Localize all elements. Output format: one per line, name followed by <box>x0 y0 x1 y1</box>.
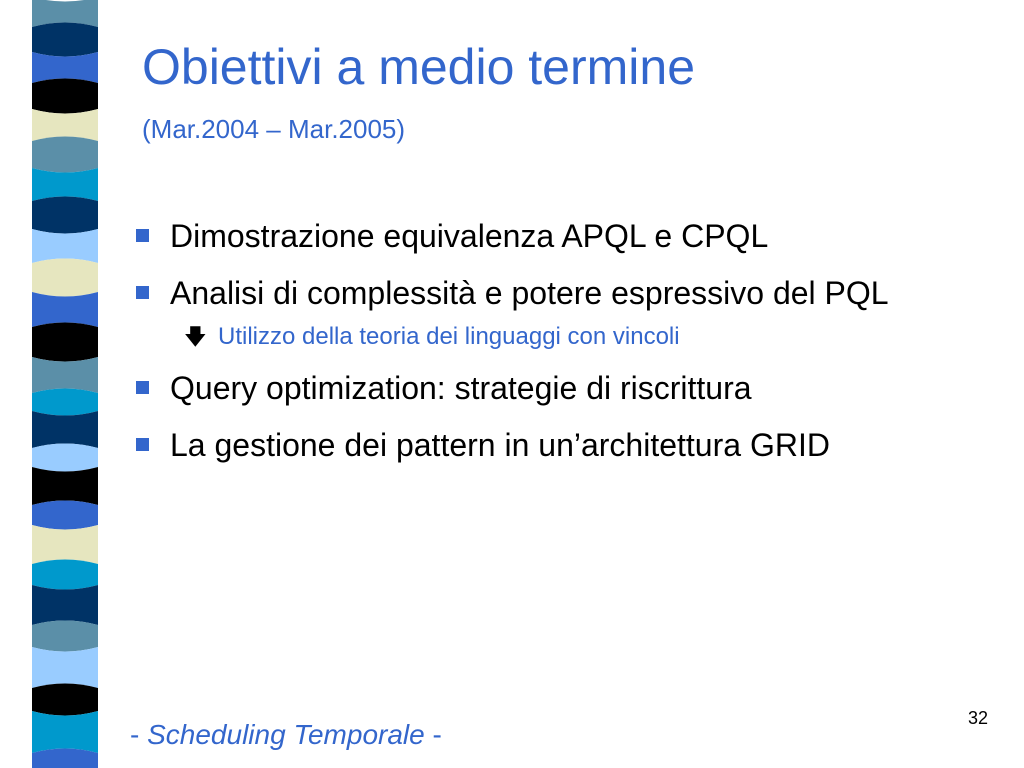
page-number: 32 <box>967 708 988 728</box>
footer-title: Scheduling Temporale <box>147 719 425 750</box>
square-bullet-icon <box>136 381 149 394</box>
bullet-item <box>132 424 992 466</box>
stripe-band <box>32 621 98 652</box>
square-bullet-icon <box>136 229 149 242</box>
stripe-band <box>32 560 98 590</box>
stripe-pattern <box>32 0 98 768</box>
stripe-band <box>32 137 98 173</box>
stripe-band <box>32 259 98 297</box>
slide-title: Obiettivi a medio termine <box>142 39 696 95</box>
stripe-band <box>32 292 98 327</box>
stripe-band <box>32 444 98 472</box>
bullet-item <box>132 215 992 257</box>
stripe-band <box>32 229 98 263</box>
footer-dash-left: - <box>130 719 148 750</box>
stripe-band <box>32 52 98 83</box>
sub-bullet-item <box>132 321 992 353</box>
stripe-band <box>32 501 98 530</box>
stripe-band <box>32 23 98 57</box>
bullet-text: Analisi di complessità e potere espressivo del PQL <box>170 275 889 311</box>
sub-bullet-text: Utilizzo della teoria dei linguaggi con vincoli <box>218 323 680 350</box>
footer <box>130 719 442 751</box>
stripe-band <box>32 357 98 393</box>
bullet-item <box>132 272 992 314</box>
stripe-band <box>32 197 98 234</box>
stripe-band <box>32 323 98 362</box>
bullet-text: Dimostrazione equivalenza APQL e CPQL <box>170 218 769 254</box>
bullet-list <box>132 215 992 481</box>
square-bullet-icon <box>136 438 149 451</box>
stripe-band <box>32 389 98 416</box>
stripe-band <box>32 647 98 688</box>
square-bullet-icon <box>136 286 149 299</box>
stripe-band <box>32 525 98 564</box>
stripe-band <box>32 411 98 448</box>
stripe-band <box>32 585 98 625</box>
stripe-band <box>32 711 98 753</box>
footer-dash-right: - <box>424 719 442 750</box>
decorative-stripe-bar <box>32 0 98 768</box>
bullet-text: Query optimization: strategie di riscrittura <box>170 370 752 406</box>
bullet-item <box>132 367 992 409</box>
bullet-text: La gestione dei pattern in un’architettura GRID <box>170 427 830 463</box>
stripe-band <box>32 467 98 505</box>
stripe-band <box>32 109 98 141</box>
arrow-down-icon: 🡇 <box>184 324 207 349</box>
stripe-band <box>32 168 98 201</box>
stripe-band <box>32 684 98 716</box>
stripe-band <box>32 749 98 768</box>
slide-subtitle: (Mar.2004 – Mar.2005) <box>142 114 406 144</box>
stripe-band <box>32 79 98 114</box>
